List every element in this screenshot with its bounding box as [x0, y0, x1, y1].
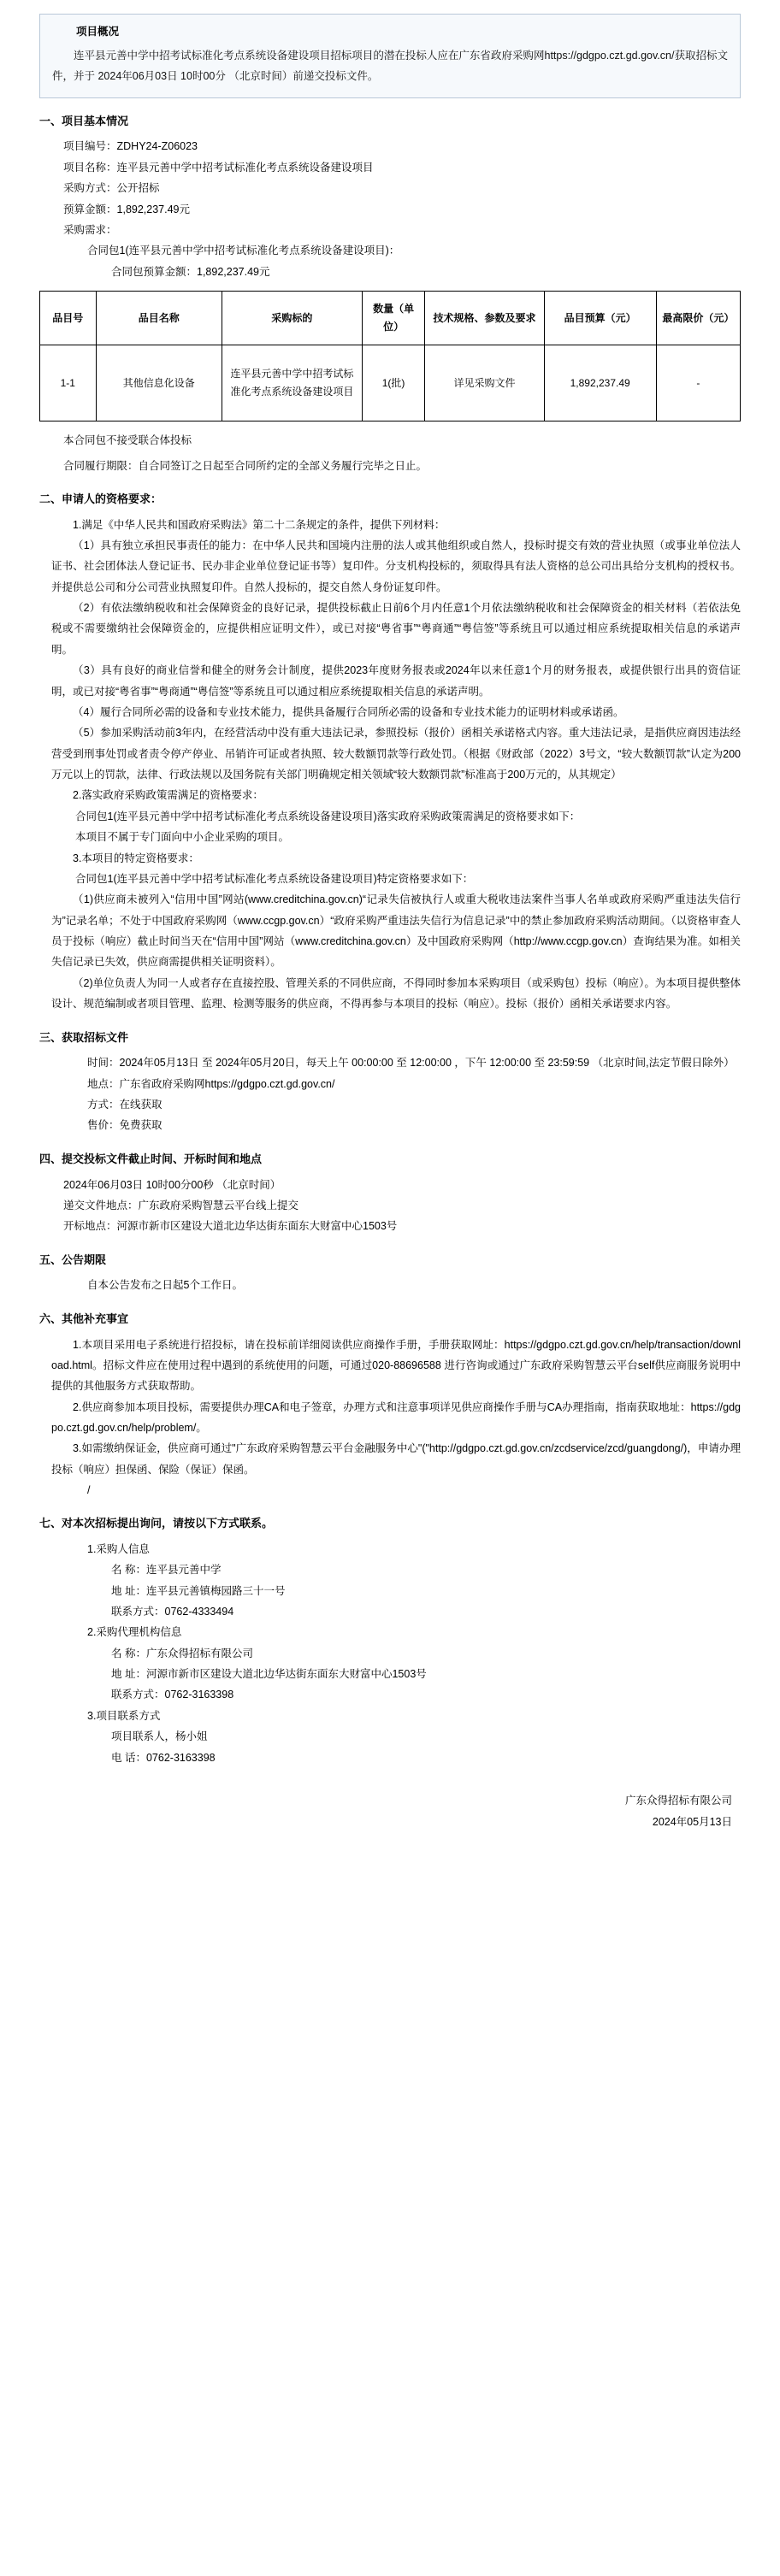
- section-heading-get-documents: 三、获取招标文件: [39, 1030, 129, 1044]
- submit-deadline: 2024年06月03日 10时00分00秒 （北京时间）: [63, 1178, 281, 1191]
- agency-contact-label: 联系方式：: [111, 1689, 165, 1701]
- agency-addr-row: [111, 1664, 741, 1684]
- qualification-p9: 本项目不属于专门面向中小企业采购的项目。: [75, 831, 290, 844]
- section-heading-notice-period: 五、公告期限: [39, 1253, 107, 1266]
- project-overview-box: [39, 14, 741, 98]
- project-name-row: [63, 157, 741, 178]
- project-contact-person-label: 项目联系人，: [111, 1730, 176, 1743]
- cell-item-budget: 1,892,237.49: [544, 345, 656, 421]
- project-name-value: 连平县元善中学中招考试标准化考点系统设备建设项目: [116, 161, 374, 174]
- goods-table: [39, 291, 741, 421]
- agency-name-value: 广东众得招标有限公司: [145, 1647, 253, 1659]
- th-item-no: 品目号: [40, 292, 97, 345]
- no-consortium-note: 本合同包不接受联合体投标: [63, 434, 192, 446]
- get-time-value: 2024年05月13日 至 2024年05月20日，每天上午 00:00:00 至 12:00:00 ，下午 12:00:00 至 23:59:59 （北京时间,法定节假日除外）: [119, 1057, 735, 1070]
- purchaser-addr-label: 地 址：: [111, 1584, 146, 1597]
- th-procure-target: 采购标的: [222, 292, 362, 345]
- section-heading-submit-deadline: 四、提交投标文件截止时间、开标时间和地点: [39, 1152, 263, 1165]
- get-price-value: 免费获取: [119, 1119, 162, 1132]
- get-price-label: 售价：: [87, 1119, 120, 1132]
- agency-addr-label: 地 址：: [111, 1668, 146, 1680]
- purchaser-name-value: 连平县元善中学: [145, 1564, 222, 1577]
- budget-label: 预算金额：: [63, 203, 117, 215]
- qualification-p12: （1)供应商未被列入“信用中国”网站(www.creditchina.gov.cn)“记录失信被执行人或重大税收违法案件当事人名单或政府采购严重违法失信行为”记录名单；不处于中国政府采购网（www.ccgp.gov.cn）“政府采购严重违法失信行为信息记录”中的禁止参加政府采购活动期间。（以资格审查人员于投标（响应）截止时间当天在“信用中国”网站（www.creditchina.gov.cn）及中国政府采购网（http://www.ccgp.gov.cn）查询结果为准。如相关失信记录已失效，供应商需提供相关证明资料）。: [51, 893, 741, 969]
- qualification-p1: 1.满足《中华人民共和国政府采购法》第二十二条规定的条件，提供下列材料：: [73, 518, 446, 531]
- other-p1: 1.本项目采用电子系统进行招投标，请在投标前详细阅读供应商操作手册，手册获取网址：https://gdgpo.czt.gd.gov.cn/help/transaction/download.html。招标文件应在使用过程中遇到的系统使用的问题，可通过020-88696588 进行咨询或通过广东政府采购智慧云平台self供应商服务说明中提供的其他服务方式获取帮助。: [51, 1338, 741, 1393]
- th-max-price: 最高限价（元）: [656, 292, 740, 345]
- agency-contact-value: 0762-3163398: [164, 1689, 234, 1701]
- section-heading-other-matters: 六、其他补充事宜: [39, 1312, 129, 1325]
- project-contact-group-title: 3.项目联系方式: [87, 1709, 161, 1722]
- get-place-label: 地点：: [87, 1077, 120, 1090]
- purchaser-group-title: 1.采购人信息: [87, 1542, 150, 1555]
- other-p3: 3.如需缴纳保证金，供应商可通过"广东政府采购智慧云平台金融服务中心"("http://gdgpo.czt.gd.gov.cn/zcdservice/zcd/guangdong/)，申请办理投标（响应）担保函、保险（保证）保函。: [51, 1442, 741, 1476]
- get-time-label: 时间：: [87, 1057, 120, 1070]
- cell-item-name: 其他信息化设备: [96, 345, 222, 421]
- qualification-p3: （2）有依法缴纳税收和社会保障资金的良好记录，提供投标截止日前6个月内任意1个月依法缴纳税收和社会保障资金的相关材料（若依法免税或不需要缴纳社会保障资金的，应提供相应证明文件），或已对接“粤省事”“粤商通”“粤信签”等系统且可以通过相应系统提取相关信息的承诺声明。: [51, 602, 741, 656]
- budget-row: [63, 199, 741, 220]
- project-contact-tel-row: [111, 1748, 741, 1768]
- get-way-row: [87, 1094, 741, 1115]
- get-way-value: 在线获取: [119, 1099, 162, 1111]
- other-p4: /: [87, 1484, 91, 1497]
- purchaser-contact-value: 0762-4333494: [164, 1605, 234, 1618]
- get-place-row: [87, 1074, 741, 1094]
- qualification-p11: 合同包1(连平县元善中学中招考试标准化考点系统设备建设项目)特定资格要求如下：: [75, 872, 474, 885]
- agency-name-row: [111, 1643, 741, 1664]
- package-budget-line: 合同包预算金额：1,892,237.49元: [111, 265, 270, 278]
- project-contact-tel-label: 电 话：: [111, 1751, 146, 1764]
- agency-contact-row: [111, 1684, 741, 1705]
- notice-period-text: 自本公告发布之日起5个工作日。: [87, 1279, 243, 1292]
- th-item-budget: 品目预算（元）: [544, 292, 656, 345]
- cell-quantity: 1(批): [362, 345, 425, 421]
- table-header-row: [40, 292, 741, 345]
- table-row: [40, 345, 741, 421]
- agency-group-title: 2.采购代理机构信息: [87, 1626, 182, 1639]
- cell-item-no: 1-1: [40, 345, 97, 421]
- project-name-label: 项目名称：: [63, 161, 117, 174]
- purchaser-addr-value: 连平县元善镇梅园路三十一号: [145, 1584, 286, 1597]
- footer-date: 2024年05月13日: [652, 1815, 732, 1828]
- other-p2: 2.供应商参加本项目投标，需要提供办理CA和电子签章，办理方式和注意事项详见供应商操作手册与CA办理指南，指南获取地址：https://gdgpo.czt.gd.gov.cn/help/problem/。: [51, 1400, 741, 1434]
- procure-method-row: [63, 178, 741, 198]
- cell-specs: 详见采购文件: [425, 345, 544, 421]
- section-heading-qualification: 二、申请人的资格要求：: [39, 492, 162, 505]
- contract-term-note: 合同履行期限：自合同签订之日起至合同所约定的全部义务履行完毕之日止。: [63, 459, 428, 472]
- submit-place: 递交文件地点：广东政府采购智慧云平台线上提交: [63, 1199, 299, 1211]
- project-contact-person-value: 杨小姐: [175, 1730, 208, 1743]
- purchaser-contact-row: [111, 1601, 741, 1622]
- procure-demand-label: 采购需求：: [63, 223, 117, 236]
- get-way-label: 方式：: [87, 1099, 120, 1111]
- qualification-p6: （5）参加采购活动前3年内，在经营活动中没有重大违法记录，参照投标（报价）函相关承诺格式内容。重大违法记录，是指供应商因违法经营受到刑事处罚或者责令停产停业、吊销许可证或者执照、较大数额罚款等行政处罚。（根据《财政部（2022）3号文，“较大数额罚款”认定为200万元以上的罚款，法律、行政法规以及国务院有关部门明确规定相关领域“较大数额罚款”标准高于200万元的，从其规定）: [51, 727, 741, 781]
- qualification-p5: （4）履行合同所必需的设备和专业技术能力，提供具备履行合同所必需的设备和专业技术能力的证明材料或承诺函。: [73, 705, 624, 718]
- overview-title: 项目概况: [76, 26, 120, 38]
- agency-addr-value: 河源市新市区建设大道北边华达街东面东大财富中心1503号: [145, 1668, 427, 1680]
- cell-procure-target: 连平县元善中学中招考试标准化考点系统设备建设项目: [222, 345, 362, 421]
- th-item-name: 品目名称: [96, 292, 222, 345]
- qualification-p2: （1）具有独立承担民事责任的能力：在中华人民共和国境内注册的法人或其他组织或自然人，投标时提交有效的营业执照（或事业单位法人证书、社会团体法人登记证书、民办非企业单位登记证书等）复印件。分支机构投标的，须取得具有法人资格的总公司出具给分支机构的授权书。并提供总公司和分公司营业执照复印件。自然人投标的，提交自然人身份证复印件。: [51, 539, 741, 593]
- bid-open-place: 开标地点：河源市新市区建设大道北边华达街东面东大财富中心1503号: [63, 1220, 398, 1233]
- qualification-p13: （2)单位负责人为同一人或者存在直接控股、管理关系的不同供应商，不得同时参加本采购项目（或采购包）投标（响应）。为本项目提供整体设计、规范编制或者项目管理、监理、检测等服务的供应商，不得再参与本项目的投标（响应）。投标（报价）函相关承诺要求内容。: [51, 976, 741, 1011]
- project-number-value: ZDHY24-Z06023: [116, 140, 198, 153]
- package-line: 合同包1(连平县元善中学中招考试标准化考点系统设备建设项目)：: [87, 245, 400, 257]
- section-heading-basic-info: 一、项目基本情况: [39, 114, 129, 127]
- cell-max-price: -: [656, 345, 740, 421]
- th-specs: 技术规格、参数及要求: [425, 292, 544, 345]
- budget-value: 1,892,237.49元: [116, 203, 191, 215]
- get-price-row: [87, 1115, 741, 1135]
- qualification-p10: 3.本项目的特定资格要求：: [73, 852, 199, 864]
- qualification-p4: （3）具有良好的商业信誉和健全的财务会计制度，提供2023年度财务报表或2024年以来任意1个月的财务报表，或提供银行出具的资信证明，或已对接“粤省事”“粤商通”“粤信签”等系统且可以通过相应系统提取相关信息的承诺声明。: [51, 664, 741, 698]
- purchaser-name-label: 名 称：: [111, 1564, 146, 1577]
- project-number-label: 项目编号：: [63, 140, 117, 153]
- purchaser-name-row: [111, 1559, 741, 1580]
- footer: [39, 1790, 741, 1833]
- overview-body: 连平县元善中学中招考试标准化考点系统设备建设项目招标项目的潜在投标人应在广东省政府采购网https://gdgpo.czt.gd.gov.cn/获取招标文件，并于 2024年06月03日 10时00分 （北京时间）前递交投标文件。: [52, 49, 728, 83]
- qualification-p8: 合同包1(连平县元善中学中招考试标准化考点系统设备建设项目)落实政府采购政策需满足的资格要求如下：: [75, 810, 581, 822]
- section-heading-contacts: 七、对本次招标提出询问，请按以下方式联系。: [39, 1517, 274, 1530]
- procure-method-value: 公开招标: [116, 182, 160, 195]
- footer-company: 广东众得招标有限公司: [624, 1794, 732, 1807]
- project-contact-person-row: [111, 1726, 741, 1747]
- project-contact-tel-value: 0762-3163398: [145, 1751, 216, 1764]
- procure-method-label: 采购方式：: [63, 182, 117, 195]
- th-quantity: 数量（单位）: [362, 292, 425, 345]
- project-number-row: [63, 136, 741, 156]
- purchaser-contact-label: 联系方式：: [111, 1605, 165, 1618]
- purchaser-addr-row: [111, 1581, 741, 1601]
- get-place-value: 广东省政府采购网https://gdgpo.czt.gd.gov.cn/: [119, 1077, 335, 1090]
- get-time-row: [87, 1052, 741, 1073]
- agency-name-label: 名 称：: [111, 1647, 146, 1659]
- qualification-p7: 2.落实政府采购政策需满足的资格要求：: [73, 789, 263, 802]
